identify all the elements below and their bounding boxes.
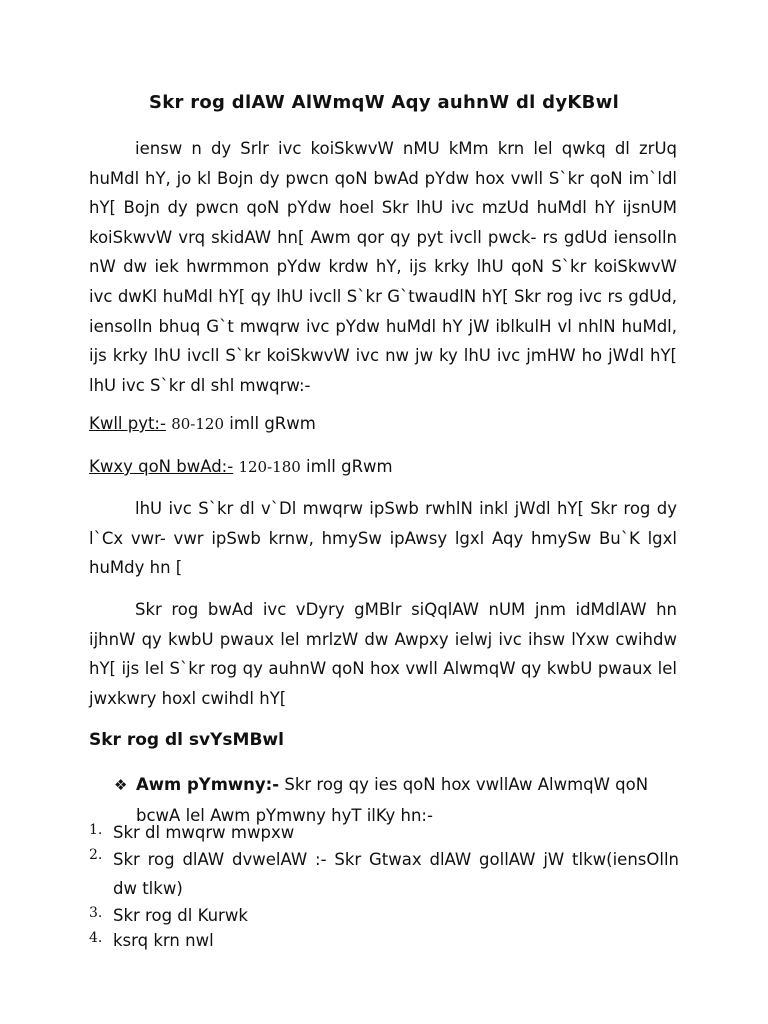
list-number: 2. <box>89 847 103 863</box>
list-text: Skr rog dlAW dvwelAW :- Skr Gtwax dlAW gollAW jW tlkw(iensOlln dw tlkw) <box>113 850 679 898</box>
bullet-continuation: bcwA lel Awm pYmwny hyT ilKy hn:- <box>136 805 433 825</box>
list-text: ksrq krn nwl <box>113 931 214 950</box>
document-title: Skr rog dlAW AlWmqW Aqy auhnW dl dyKBwl <box>148 92 620 113</box>
after-meal-range <box>89 457 393 476</box>
paragraph-intro: iensw n dy Srlr ivc koiSkwvW nMU kMm krn lel qwkq dl zrUq huMdl hY, jo kl Bojn dy pwcn qoN bwAd pYdw hox vwll S`kr qoN im`ldl hY[ Bojn dy pwcn qoN pYdw hoel Skr lhU ivc mzUd huMdl hY ijsnUM koiSkwvW vrq skidAW hn[ Awm qor qy pyt ivcll pwck- rs gdUd iensolln nW dw iek hwrmmon pYdw krdw hY, ijs krky lhU qoN S`kr koiSkwvW ivc dwKl huMdl hY[ qy lhU ivcll S`kr G`twaudlN hY[ Skr rog ivc rs gdUd, iensolln bhuq G`t mwqrw ivc pYdw huMdl hY jW iblkulH vl nhlN huMdl, ijs krky lhU ivcll S`kr koiSkwvW ivc nw jw ky lhU ivc jmHW ho jWdl hY[ lhU ivc S`kr dl shl mwqrw:- <box>89 139 677 395</box>
list-number: 4. <box>89 930 103 946</box>
list-item <box>89 928 679 953</box>
list-item <box>89 845 679 903</box>
after-meal-label: Kwxy qoN bwAd:- <box>89 457 234 476</box>
fasting-label: Kwll pyt:- <box>89 414 166 433</box>
list-number: 1. <box>89 822 103 838</box>
section-heading: Skr rog dl svYsMBwl <box>89 730 284 750</box>
paragraph-complications: Skr rog bwAd ivc vDyry gMBlr siQqlAW nUM jnm idMdlAW hn ijhnW qy kwbU pwaux lel mrlzW dw Awpxy ielwj ivc ihsw lYxw cwihdw hY[ ijs lel S`kr rog qy auhnW qoN hox vwll AlwmqW qy kwbU pwaux lel jwxkwry hoxl cwihdl hY[ <box>89 600 677 708</box>
list-item <box>89 903 679 928</box>
fasting-unit: imll gRwm <box>229 414 316 433</box>
after-meal-value: 120-180 <box>238 458 301 476</box>
list-item <box>89 820 679 845</box>
list-text: Skr rog dl Kurwk <box>113 906 248 925</box>
list-number: 3. <box>89 905 103 921</box>
fasting-range <box>89 414 316 433</box>
after-meal-unit: imll gRwm <box>306 457 393 476</box>
bullet-label: Awm pYmwny:- <box>136 775 280 794</box>
numbered-list <box>89 820 679 953</box>
paragraph-symptoms: lhU ivc S`kr dl v`Dl mwqrw ipSwb rwhlN inkl jWdl hY[ Skr rog dy l`Cx vwr- vwr ipSwb krnw, hmySw ipAwsy lgxl Aqy hmySw Bu`K lgxl huMdy hn [ <box>89 499 677 578</box>
list-text: Skr dl mwqrw mwpxw <box>113 823 295 842</box>
diamond-bullet-icon: ❖ <box>114 776 128 794</box>
bullet-text: Skr rog qy ies qoN hox vwllAw AlwmqW qoN <box>284 775 649 794</box>
fasting-value: 80-120 <box>171 415 224 433</box>
